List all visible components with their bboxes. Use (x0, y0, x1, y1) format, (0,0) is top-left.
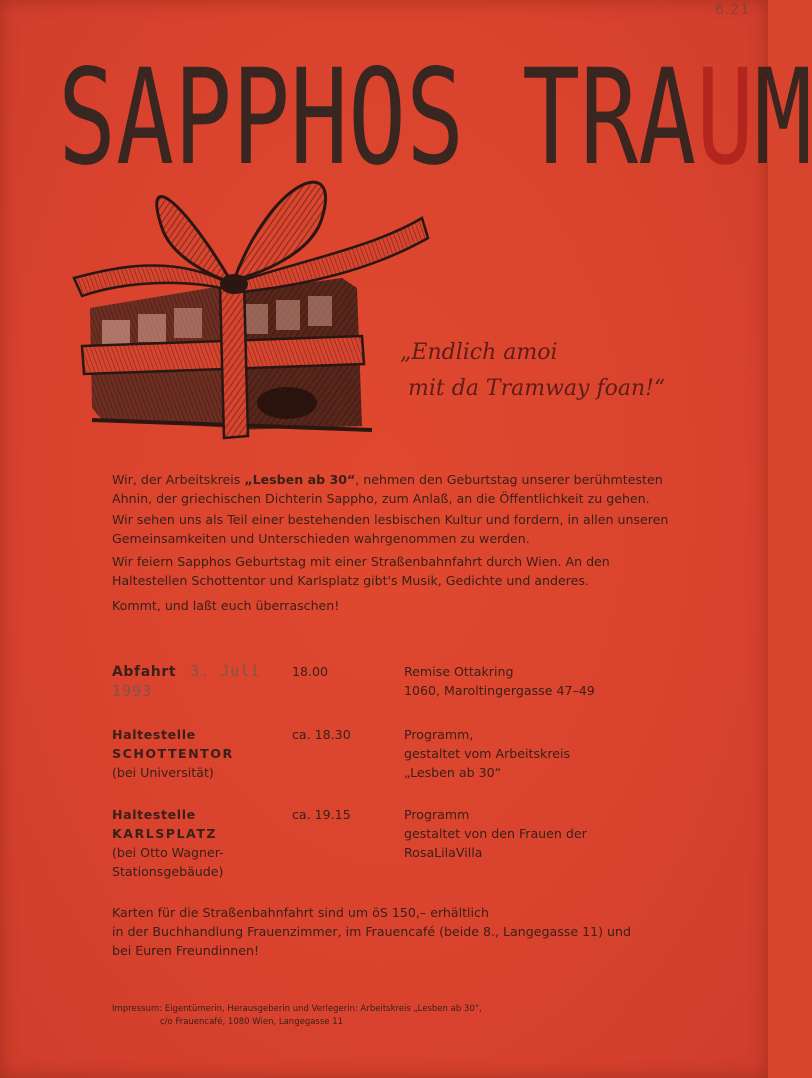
stop2-program-line-2: gestaltet von den Frauen der (404, 826, 587, 841)
stop1-name: SCHOTTENTOR (112, 746, 234, 761)
stop2-note-line-1: (bei Otto Wagner- (112, 845, 224, 860)
ticket-line-2: in der Buchhandlung Frauenzimmer, im Frauencafé (beide 8., Langegasse 11) und (112, 924, 631, 939)
intro-paragraph-2: Wir sehen uns als Teil einer bestehenden lesbischen Kultur und fordern, in allen unseren Gemeinsamkeiten und Unterschieden wahrgenommen zu werden. (112, 512, 669, 546)
departure-place-line-1: Remise Ottakring (404, 664, 514, 679)
stop1-program-line-3: „Lesben ab 30“ (404, 765, 502, 780)
title-highlight-letter: U (696, 41, 755, 195)
stop2-label-cell (112, 805, 287, 881)
stop1-note: (bei Universität) (112, 765, 214, 780)
ticket-line-1: Karten für die Straßenbahnfahrt sind um öS 150,– erhältlich (112, 905, 489, 920)
ticket-info (112, 903, 682, 960)
stop1-program-line-2: gestaltet vom Arbeitskreis (404, 746, 571, 761)
title-part-2: M (754, 41, 812, 195)
intro-p1-bold: „Lesben ab 30“ (244, 472, 356, 487)
intro-paragraph-3: Wir feiern Sapphos Geburtstag mit einer Straßenbahnfahrt durch Wien. An den Haltestellen Schottentor und Karlsplatz gibt's Musik, Gedichte und anderes. (112, 554, 610, 588)
departure-label: Abfahrt (112, 664, 177, 680)
departure-label-cell (112, 662, 287, 701)
title-part-1: SAPPHOS TRA (58, 41, 697, 195)
ticket-line-3: bei Euren Freundinnen! (112, 943, 259, 958)
stop2-program (404, 805, 674, 862)
stop2-label: Haltestelle (112, 807, 196, 822)
intro-p1-post: , nehmen den Geburtstag unserer berühmtesten Ahnin, der griechischen Dichterin Sappho, zum Anlaß, an die Öffentlichkeit zu gehen. (112, 472, 663, 506)
stop2-time: ca. 19.15 (292, 807, 351, 822)
departure-place (404, 662, 674, 700)
stop1-program-line-1: Programm, (404, 727, 474, 742)
date-stamp: 3. Juli 1993 (112, 662, 261, 700)
stop1-label: Haltestelle (112, 727, 196, 742)
stop2-name: KARLSPLATZ (112, 826, 218, 841)
slogan-line-2: mit da Tramway foan!“ (408, 376, 666, 401)
impressum-line-2: c/o Frauencafé, 1080 Wien, Langegasse 11 (160, 1017, 344, 1027)
tram-gift-illustration (72, 158, 432, 458)
intro-paragraph-4: Kommt, und laßt euch überraschen! (112, 598, 340, 613)
departure-time: 18.00 (292, 664, 329, 679)
impressum (112, 1003, 672, 1029)
impressum-line-1: Impressum: Eigentümerin, Herausgeberin und Verlegerin: Arbeitskreis „Lesben ab 30“, (112, 1004, 482, 1014)
stop1-label-cell (112, 725, 287, 782)
stop2-note-line-2: Stationsgebäude) (112, 864, 224, 879)
stop2-program-line-3: RosaLilaVilla (404, 845, 483, 860)
slogan (400, 335, 700, 407)
intro-text (112, 470, 672, 617)
stop1-program (404, 725, 674, 782)
intro-paragraph-1 (112, 470, 672, 508)
intro-p1-pre: Wir, der Arbeitskreis (112, 472, 245, 487)
archive-mark: 6.21 (714, 2, 750, 18)
stop1-time: ca. 18.30 (292, 727, 351, 742)
stop2-program-line-1: Programm (404, 807, 470, 822)
departure-place-line-2: 1060, Maroltingergasse 47–49 (404, 683, 595, 698)
slogan-line-1: „Endlich amoi (400, 340, 558, 365)
